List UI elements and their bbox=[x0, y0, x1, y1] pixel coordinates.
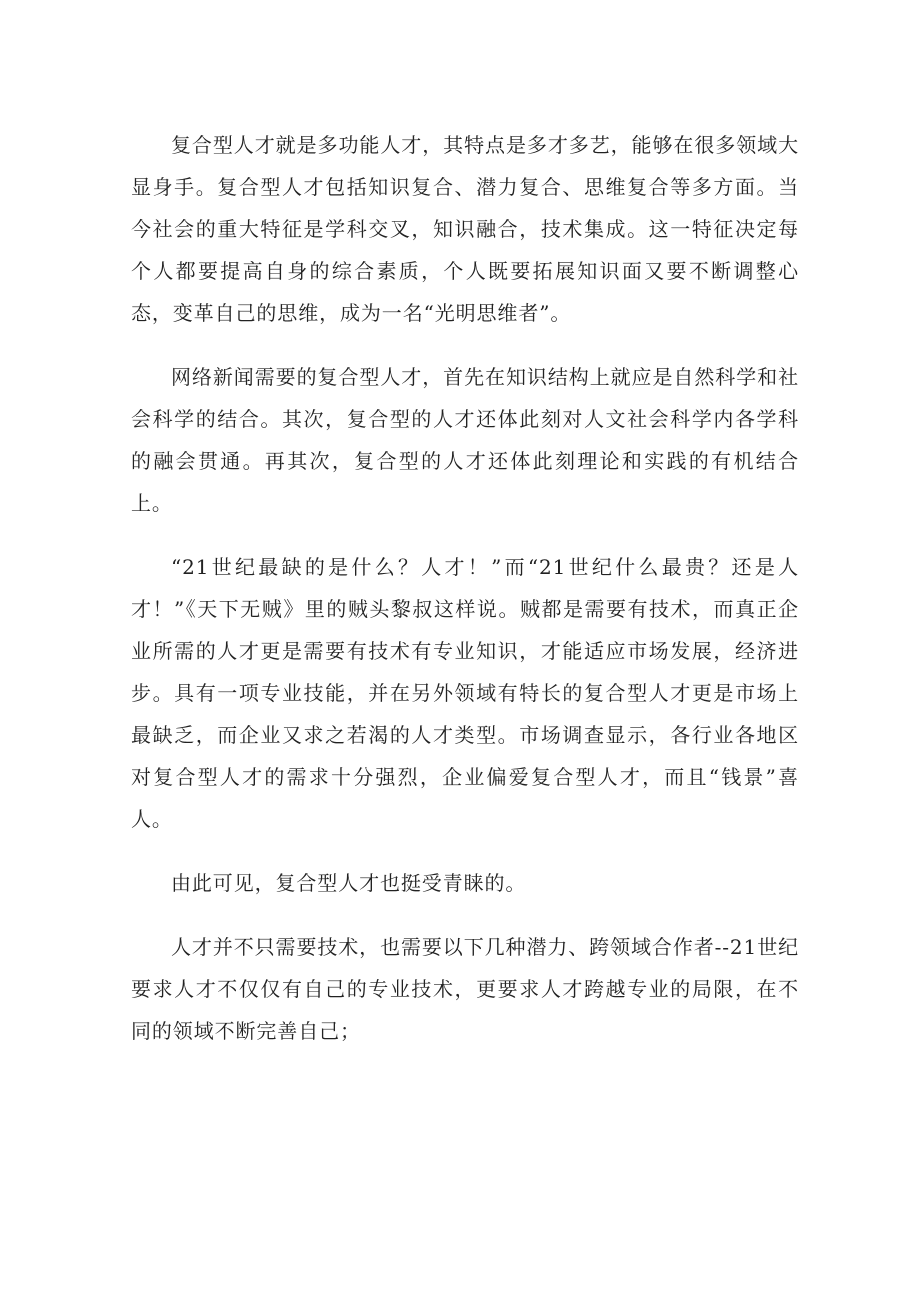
paragraph-composite-talent-definition: 复合型人才就是多功能人才，其特点是多才多艺，能够在很多领域大显身手。复合型人才包括知识复合、潜力复合、思维复合等多方面。当今社会的重大特征是学科交叉，知识融合，技术集成。这一特征决定每个人都要提高自身的综合素质，个人既要拓展知识面又要不断调整心态，变革自己的思维，成为一名“光明思维者”。 bbox=[131, 133, 799, 325]
paragraph-news-talent: 网络新闻需要的复合型人才，首先在知识结构上就应是自然科学和社会科学的结合。其次，复合型的人才还体此刻对人文社会科学内各学科的融会贯通。再其次，复合型的人才还体此刻理论和实践的有机结合上。 bbox=[131, 365, 799, 515]
document-body bbox=[131, 124, 799, 1052]
paragraph-cross-domain: 人才并不只需要技术，也需要以下几种潜力、跨领域合作者--21世纪要求人才不仅仅有自己的专业技术，更要求人才跨越专业的局限，在不同的领域不断完善自己； bbox=[131, 935, 799, 1043]
paragraph-conclusion: 由此可见，复合型人才也挺受青睐的。 bbox=[171, 871, 527, 895]
paragraph-21st-century-talent: “21世纪最缺的是什么？人才！”而“21世纪什么最贵？还是人才！”《天下无贼》里的贼头黎叔这样说。贼都是需要有技术，而真正企业所需的人才更是需要有技术有专业知识，才能适应市场发展，经济进步。具有一项专业技能，并在另外领域有特长的复合型人才更是市场上最缺乏，而企业又求之若渴的人才类型。市场调查显示，各行业各地区对复合型人才的需求十分强烈，企业偏爱复合型人才，而且“钱景”喜人。 bbox=[131, 555, 799, 831]
